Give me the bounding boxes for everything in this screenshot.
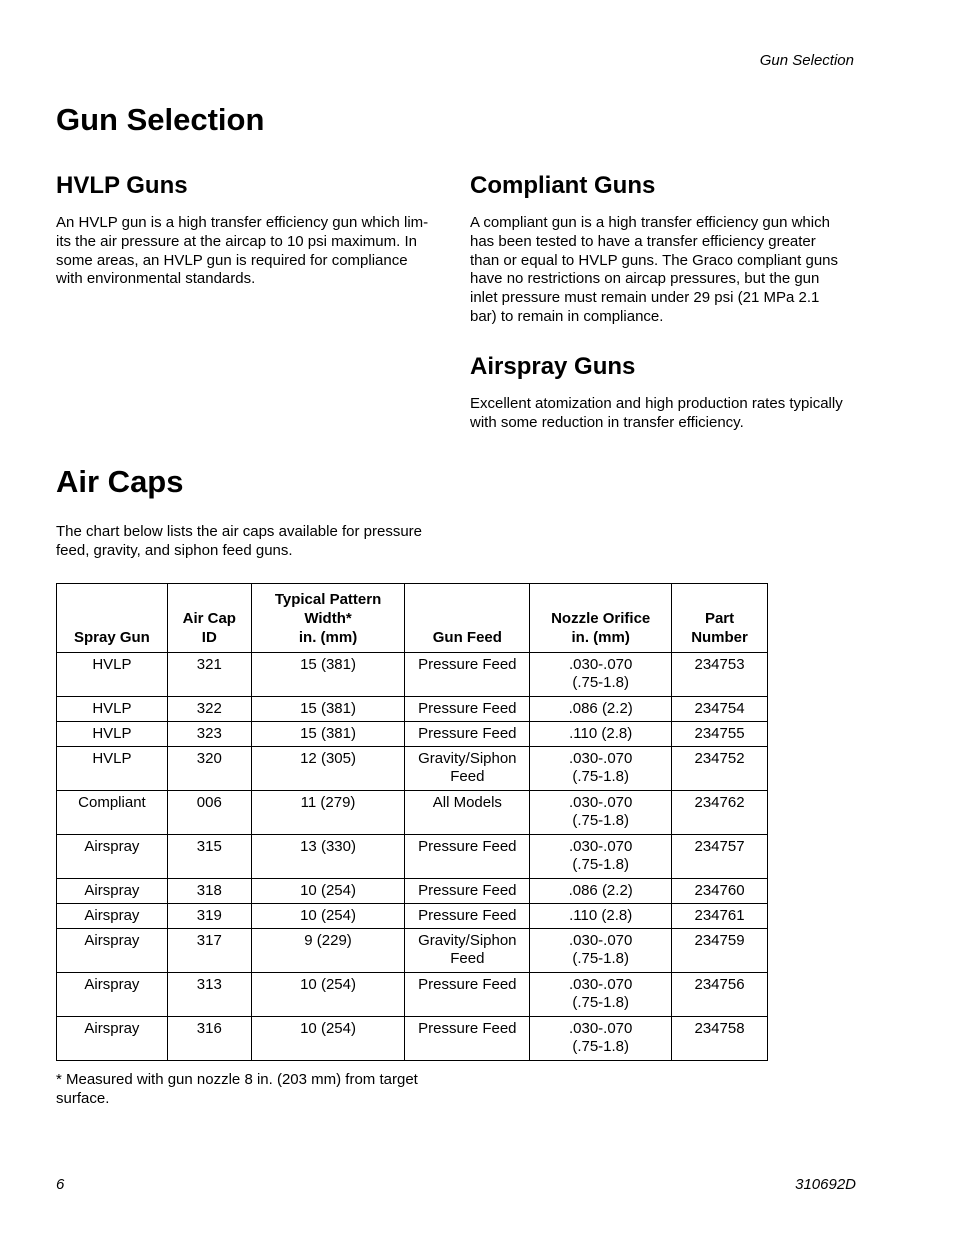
cell-line: HVLP bbox=[92, 700, 132, 717]
cell-line: Pressure Feed bbox=[418, 976, 517, 993]
table-cell bbox=[672, 747, 768, 791]
table-cell bbox=[251, 904, 405, 929]
header-line: in. (mm) bbox=[298, 629, 358, 646]
table-cell bbox=[57, 973, 168, 1017]
table-cell bbox=[405, 904, 530, 929]
header-line: Width* bbox=[304, 610, 352, 627]
table-row bbox=[57, 929, 768, 973]
cell-line: .030-.070 bbox=[568, 976, 633, 993]
cell-line: .086 (2.2) bbox=[568, 700, 633, 717]
cell-line: (.75-1.8) bbox=[572, 674, 630, 691]
table-cell bbox=[672, 835, 768, 879]
cell-line: 234754 bbox=[694, 700, 745, 717]
cell-line: Airspray bbox=[84, 907, 140, 924]
cell-line: (.75-1.8) bbox=[572, 768, 630, 785]
cell-line: Pressure Feed bbox=[418, 656, 517, 673]
cell-line: 15 (381) bbox=[300, 700, 356, 717]
table-header-row bbox=[57, 584, 768, 653]
paragraph-line: An HVLP gun is a high transfer efficiency gun which lim- bbox=[56, 214, 429, 231]
cell-line: 11 (279) bbox=[300, 794, 356, 811]
cell-line: .030-.070 bbox=[568, 750, 633, 767]
cell-line: 10 (254) bbox=[300, 976, 356, 993]
table-cell bbox=[530, 1017, 672, 1061]
cell-line: 323 bbox=[196, 725, 222, 742]
cell-line: 234758 bbox=[694, 1020, 745, 1037]
cell-line: HVLP bbox=[92, 725, 132, 742]
table-row bbox=[57, 879, 768, 904]
header-line: Nozzle Orifice bbox=[551, 610, 651, 627]
cell-line: .110 (2.8) bbox=[569, 907, 633, 924]
cell-line: .030-.070 bbox=[568, 794, 633, 811]
header-line: in. (mm) bbox=[571, 629, 630, 646]
table-cell bbox=[530, 904, 672, 929]
column-header bbox=[672, 584, 768, 653]
header-line: Air Cap bbox=[182, 610, 236, 627]
table-cell bbox=[672, 1017, 768, 1061]
cell-line: 234759 bbox=[694, 932, 745, 949]
hvlp-heading: HVLP Guns bbox=[56, 172, 188, 199]
table-cell bbox=[57, 835, 168, 879]
paragraph-line: bar) to remain in compliance. bbox=[470, 307, 664, 325]
cell-line: 15 (381) bbox=[300, 725, 356, 742]
table-cell bbox=[167, 904, 251, 929]
table-cell bbox=[57, 791, 168, 835]
paragraph-line: its the air pressure at the aircap to 10 psi maximum. In bbox=[56, 232, 417, 250]
table-cell bbox=[530, 929, 672, 973]
paragraph-line: with some reduction in transfer efficiency. bbox=[470, 413, 744, 431]
table-row bbox=[57, 904, 768, 929]
header-line: Typical Pattern bbox=[274, 591, 382, 608]
cell-line: .030-.070 bbox=[568, 932, 633, 949]
table-cell bbox=[405, 973, 530, 1017]
cell-line: .030-.070 bbox=[568, 656, 633, 673]
page-title: Gun Selection bbox=[56, 102, 265, 137]
table-cell bbox=[672, 973, 768, 1017]
cell-line: 10 (254) bbox=[300, 907, 356, 924]
table-cell bbox=[530, 722, 672, 747]
cell-line: Gravity/Siphon bbox=[418, 750, 517, 767]
paragraph-line: than or equal to HVLP guns. The Graco compliant guns bbox=[470, 251, 839, 269]
cell-line: 234761 bbox=[694, 907, 745, 924]
air-caps-intro bbox=[56, 523, 456, 561]
header-line: ID bbox=[201, 629, 217, 646]
table-cell bbox=[405, 1017, 530, 1061]
table-cell bbox=[251, 697, 405, 722]
table-cell bbox=[251, 1017, 405, 1061]
table-cell bbox=[672, 697, 768, 722]
table-cell bbox=[167, 791, 251, 835]
table-cell bbox=[405, 929, 530, 973]
column-header bbox=[530, 584, 672, 653]
column-header bbox=[167, 584, 251, 653]
cell-line: 234760 bbox=[694, 882, 745, 899]
cell-line: 15 (381) bbox=[300, 656, 356, 673]
footnote-line: * Measured with gun nozzle 8 in. (203 mm) from target bbox=[56, 1071, 418, 1088]
table-cell bbox=[672, 791, 768, 835]
cell-line: 315 bbox=[196, 838, 222, 855]
cell-line: Airspray bbox=[84, 882, 140, 899]
table-cell bbox=[530, 697, 672, 722]
table-cell bbox=[405, 653, 530, 697]
paragraph-line: Excellent atomization and high production rates typically bbox=[470, 395, 843, 412]
cell-line: 234762 bbox=[694, 794, 745, 811]
table-row bbox=[57, 653, 768, 697]
table-cell bbox=[251, 722, 405, 747]
cell-line: Feed bbox=[450, 768, 485, 785]
table-cell bbox=[57, 929, 168, 973]
table-cell bbox=[251, 879, 405, 904]
paragraph-line: some areas, an HVLP gun is required for compliance bbox=[56, 251, 408, 269]
cell-line: 234753 bbox=[694, 656, 745, 673]
table-cell bbox=[167, 697, 251, 722]
table-cell bbox=[57, 653, 168, 697]
table-cell bbox=[167, 835, 251, 879]
cell-line: 10 (254) bbox=[300, 882, 356, 899]
air-caps-table bbox=[56, 583, 768, 1061]
table-row bbox=[57, 697, 768, 722]
table-footnote bbox=[56, 1071, 476, 1109]
table-cell bbox=[672, 879, 768, 904]
table-cell bbox=[672, 904, 768, 929]
table-row bbox=[57, 791, 768, 835]
table-cell bbox=[405, 835, 530, 879]
table-cell bbox=[251, 929, 405, 973]
cell-line: 316 bbox=[196, 1020, 222, 1037]
paragraph-line: A compliant gun is a high transfer efficiency gun which bbox=[470, 214, 830, 231]
table-cell bbox=[251, 835, 405, 879]
hvlp-paragraph bbox=[56, 214, 456, 289]
cell-line: .110 (2.8) bbox=[569, 725, 633, 742]
cell-line: 322 bbox=[196, 700, 222, 717]
table-cell bbox=[167, 929, 251, 973]
cell-line: 234755 bbox=[694, 725, 745, 742]
cell-line: Feed bbox=[450, 950, 485, 967]
cell-line: (.75-1.8) bbox=[572, 950, 630, 967]
cell-line: Pressure Feed bbox=[418, 882, 517, 899]
table-cell bbox=[57, 722, 168, 747]
cell-line: HVLP bbox=[92, 750, 132, 767]
airspray-heading: Airspray Guns bbox=[470, 353, 636, 380]
cell-line: 13 (330) bbox=[300, 838, 356, 855]
table-cell bbox=[530, 879, 672, 904]
cell-line: 10 (254) bbox=[300, 1020, 356, 1037]
paragraph-line: have no restrictions on aircap pressures, but the gun bbox=[470, 270, 820, 288]
table-cell bbox=[57, 1017, 168, 1061]
cell-line: 234752 bbox=[694, 750, 745, 767]
cell-line: 318 bbox=[196, 882, 222, 899]
table-row bbox=[57, 1017, 768, 1061]
table-cell bbox=[167, 722, 251, 747]
airspray-paragraph bbox=[470, 395, 870, 433]
paragraph-line: The chart below lists the air caps available for pressure bbox=[56, 523, 423, 540]
cell-line: 006 bbox=[196, 794, 222, 811]
air-caps-title: Air Caps bbox=[56, 464, 184, 499]
table-cell bbox=[167, 973, 251, 1017]
table-cell bbox=[251, 653, 405, 697]
cell-line: (.75-1.8) bbox=[572, 1038, 630, 1055]
cell-line: Pressure Feed bbox=[418, 725, 517, 742]
compliant-paragraph bbox=[470, 214, 870, 327]
cell-line: 319 bbox=[196, 907, 222, 924]
cell-line: 234756 bbox=[694, 976, 745, 993]
table-row bbox=[57, 973, 768, 1017]
table-cell bbox=[57, 904, 168, 929]
paragraph-line: with environmental standards. bbox=[56, 270, 256, 288]
table-cell bbox=[57, 697, 168, 722]
cell-line: 317 bbox=[196, 932, 222, 949]
compliant-heading: Compliant Guns bbox=[470, 172, 656, 199]
column-header bbox=[251, 584, 405, 653]
header-line: Gun Feed bbox=[432, 629, 502, 646]
column-header bbox=[405, 584, 530, 653]
cell-line: 234757 bbox=[694, 838, 745, 855]
cell-line: Pressure Feed bbox=[418, 907, 517, 924]
table-cell bbox=[672, 722, 768, 747]
table-cell bbox=[405, 747, 530, 791]
cell-line: (.75-1.8) bbox=[572, 856, 630, 873]
table-cell bbox=[167, 1017, 251, 1061]
document-number: 310692D bbox=[795, 1176, 856, 1193]
cell-line: 321 bbox=[196, 656, 222, 673]
table-cell bbox=[530, 653, 672, 697]
cell-line: HVLP bbox=[92, 656, 132, 673]
cell-line: All Models bbox=[432, 794, 502, 811]
header-line: Part bbox=[704, 610, 735, 627]
header-line: Number bbox=[691, 629, 748, 646]
header-line: Spray Gun bbox=[74, 629, 150, 646]
cell-line: Airspray bbox=[84, 932, 140, 949]
table-cell bbox=[167, 747, 251, 791]
cell-line: 12 (305) bbox=[300, 750, 356, 767]
running-header: Gun Selection bbox=[759, 52, 854, 69]
table-cell bbox=[251, 973, 405, 1017]
table-cell bbox=[57, 879, 168, 904]
table-row bbox=[57, 835, 768, 879]
table-cell bbox=[167, 653, 251, 697]
cell-line: (.75-1.8) bbox=[572, 994, 630, 1011]
table-cell bbox=[672, 929, 768, 973]
cell-line: Pressure Feed bbox=[418, 1020, 517, 1037]
cell-line: .030-.070 bbox=[568, 1020, 633, 1037]
page-number: 6 bbox=[56, 1176, 65, 1193]
cell-line: Compliant bbox=[78, 794, 146, 811]
table-cell bbox=[405, 791, 530, 835]
paragraph-line: feed, gravity, and siphon feed guns. bbox=[56, 541, 293, 559]
table-row bbox=[57, 747, 768, 791]
cell-line: (.75-1.8) bbox=[572, 812, 630, 829]
table-cell bbox=[530, 973, 672, 1017]
table-cell bbox=[57, 747, 168, 791]
cell-line: Pressure Feed bbox=[418, 700, 517, 717]
table-cell bbox=[167, 879, 251, 904]
table-cell bbox=[530, 747, 672, 791]
column-header bbox=[57, 584, 168, 653]
footnote-line: surface. bbox=[56, 1089, 110, 1107]
table-cell bbox=[530, 835, 672, 879]
table-cell bbox=[405, 879, 530, 904]
cell-line: 9 (229) bbox=[304, 932, 352, 949]
cell-line: .030-.070 bbox=[568, 838, 633, 855]
table-cell bbox=[251, 791, 405, 835]
paragraph-line: inlet pressure must remain under 29 psi (21 MPa 2.1 bbox=[470, 289, 820, 307]
table-cell bbox=[672, 653, 768, 697]
cell-line: Airspray bbox=[84, 838, 140, 855]
cell-line: 320 bbox=[196, 750, 222, 767]
cell-line: Airspray bbox=[84, 1020, 140, 1037]
cell-line: Gravity/Siphon bbox=[418, 932, 517, 949]
cell-line: Airspray bbox=[84, 976, 140, 993]
cell-line: .086 (2.2) bbox=[568, 882, 633, 899]
paragraph-line: has been tested to have a transfer efficiency greater bbox=[470, 232, 816, 250]
table-cell bbox=[405, 722, 530, 747]
table-cell bbox=[405, 697, 530, 722]
table-row bbox=[57, 722, 768, 747]
cell-line: 313 bbox=[196, 976, 222, 993]
cell-line: Pressure Feed bbox=[418, 838, 517, 855]
table-cell bbox=[530, 791, 672, 835]
table-cell bbox=[251, 747, 405, 791]
